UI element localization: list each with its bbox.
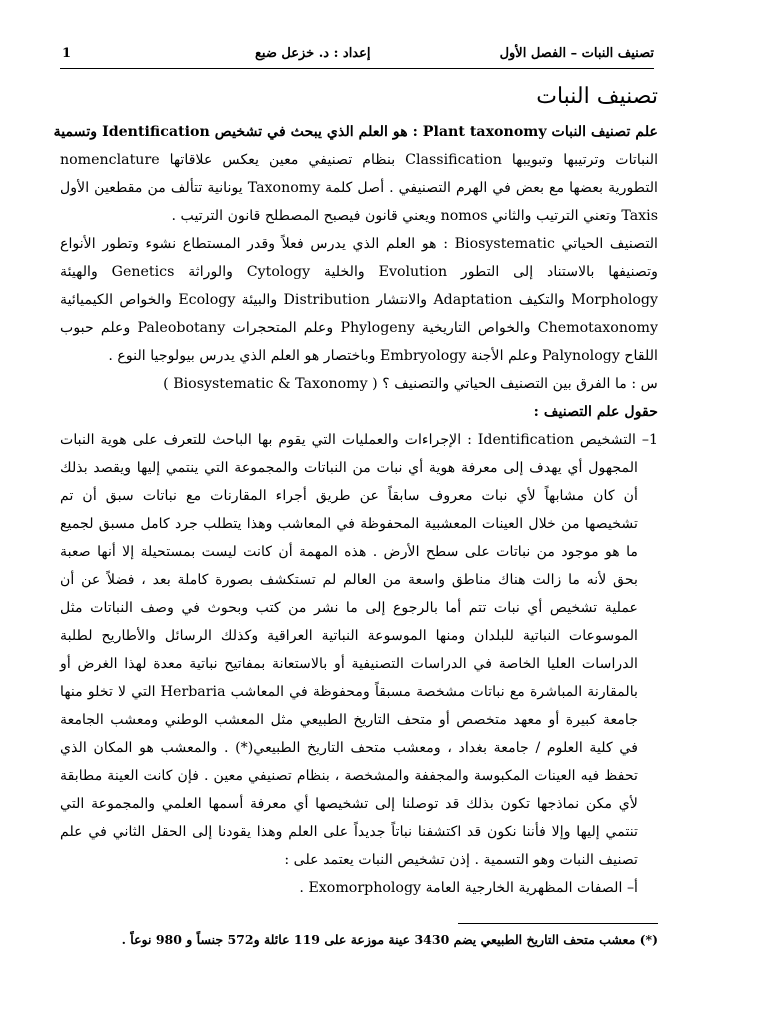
text-line: تصنيف النبات وهو التسمية . إذن تشخيص النبات يعتمد على : — [284, 852, 638, 868]
text-line: الموسوعات النباتية للبلدان ومنها الموسوعة النباتية العراقية وكذلك الرسائل والأطاريح لطلبة — [60, 628, 638, 644]
page-header — [60, 42, 654, 69]
text-line: ما هو موجود من نباتات على سطح الأرض . هذه المهمة أن كانت ليست بمستحيلة إلا أنها صعبة — [60, 544, 639, 560]
text-line: أن كان مشابهاً لأي نبات معروف سابقاً عن طريق أجراء المقارنات مع نباتات سبق أن تم — [60, 488, 638, 504]
footnote: (*) معشب متحف التاريخ الطبيعي يضم 3430 عينة موزعة على 119 عائلة و572 جنساً و 980 نوعاً . — [121, 932, 658, 947]
list-item: أ– الصفات المظهرية الخارجية العامة Exomorphology . — [299, 880, 638, 896]
text-line: التصنيف الحياتي Biosystematic : هو العلم الذي يدرس فعلاً وقدر المستطاع نشوء وتطور الأنواع — [60, 236, 658, 252]
text-line: Chemotaxonomy والخواص التاريخية Phylogeny وعلم المتحجرات Paleobotany وعلم حبوب — [60, 320, 658, 336]
text-line: اللقاح Palynology وعلم الأجنة Embryology وباختصار هو العلم الذي يدرس بيولوجيا النوع . — [108, 348, 658, 364]
text-line: Morphology والتكيف Adaptation والانتشار Distribution والبيئة Ecology والخواص الكيميائية — [60, 292, 658, 308]
question-line: س : ما الفرق بين التصنيف الحياتي والتصنيف ؟ ( Biosystematic & Taxonomy ) — [163, 376, 658, 392]
footnote-separator — [458, 923, 658, 924]
page-title: تصنيف النبات — [536, 84, 658, 109]
text-line: تشخيصها من خلال العينات المعشبية المحفوظة في المعاشب وهذا يتطلب جرد كامل مسبق لجميع — [60, 516, 638, 532]
header-author: إعداد : د. خزعل ضبع — [255, 46, 371, 61]
header-title: تصنيف النبات – الفصل الأول — [499, 46, 654, 61]
text-line: تحفظ فيه العينات المكبوسة والمجففة والمشخصة ، بنظام تصنيفي معين . فإن كانت العينة مطابقة — [60, 768, 638, 784]
text-line: تنتمي إليها وإلا فأننا نكون قد اكتشفنا نباتاً جديداً على العلم وهذا يقودنا إلى الحقل الثاني في علم — [60, 824, 638, 840]
text-line: في كلية العلوم / جامعة بغداد ، ومعشب متحف التاريخ الطبيعي(*) . والمعشب هو المكان الذي — [60, 740, 638, 756]
page-number: 1 — [62, 46, 72, 61]
text-line: جامعة كبيرة أو معهد متخصص أو متحف التاريخ الطبيعي مثل المعشب الوطني ومعشب الجامعة — [60, 712, 638, 728]
text-line: الدراسات العليا الخاصة في الدراسات التصنيفية أو بالاستعانة بمفاتيح نباتية معدة لهذا الغرض أو — [60, 656, 638, 672]
text-line: بالمقارنة المباشرة مع نباتات مشخصة مسبقاً ومحفوظة في المعاشب Herbaria التي لا تخلو منها — [60, 684, 638, 700]
text-line: المجهول أي يهدف إلى معرفة هوية أي نبات من النباتات والمجموعة التي ينتمي إليها ويقصد بذلك — [60, 460, 638, 476]
text-line: بحق لأنه ما زالت هناك مناطق واسعة من العالم لم تستكشف بصورة كاملة بعد ، فضلاً عن أن — [60, 572, 638, 588]
text-line: التطورية بعضها مع بعض في الهرم التصنيفي . أصل كلمة Taxonomy يونانية تتألف من مقطعين الأول — [60, 180, 658, 196]
section-heading: حقول علم التصنيف : — [533, 404, 658, 420]
text-line: النباتات وترتيبها وتبويبها Classification بنظام تصنيفي معين يعكس علاقاتها nomenclature — [60, 152, 659, 168]
text-line: Taxis وتعني الترتيب والثاني nomos ويعني قانون فيصبح المصطلح قانون الترتيب . — [171, 208, 658, 224]
text-line: لأي مكن نماذجها تكون بذلك قد توصلنا إلى تشخيصها أي معرفة أسمها العلمي والمجموعة التي — [60, 796, 638, 812]
text-line: علم تصنيف النبات Plant taxonomy : هو العلم الذي يبحث في تشخيص Identification وتسمية — [53, 124, 658, 140]
text-line: 1– التشخيص Identification : الإجراءات والعمليات التي يقوم بها الباحث للتعرف على هوية النبات — [60, 432, 658, 448]
document-body — [53, 118, 659, 902]
text-line: وتصنيفها بالاستناد إلى التطور Evolution والخلية Cytology والوراثة Genetics والهيئة — [60, 264, 658, 280]
text-line: عملية تشخيص أي نبات تتم أما بالرجوع إلى ما نشر من كتب وبحوث في وصف النباتات مثل — [60, 600, 638, 616]
